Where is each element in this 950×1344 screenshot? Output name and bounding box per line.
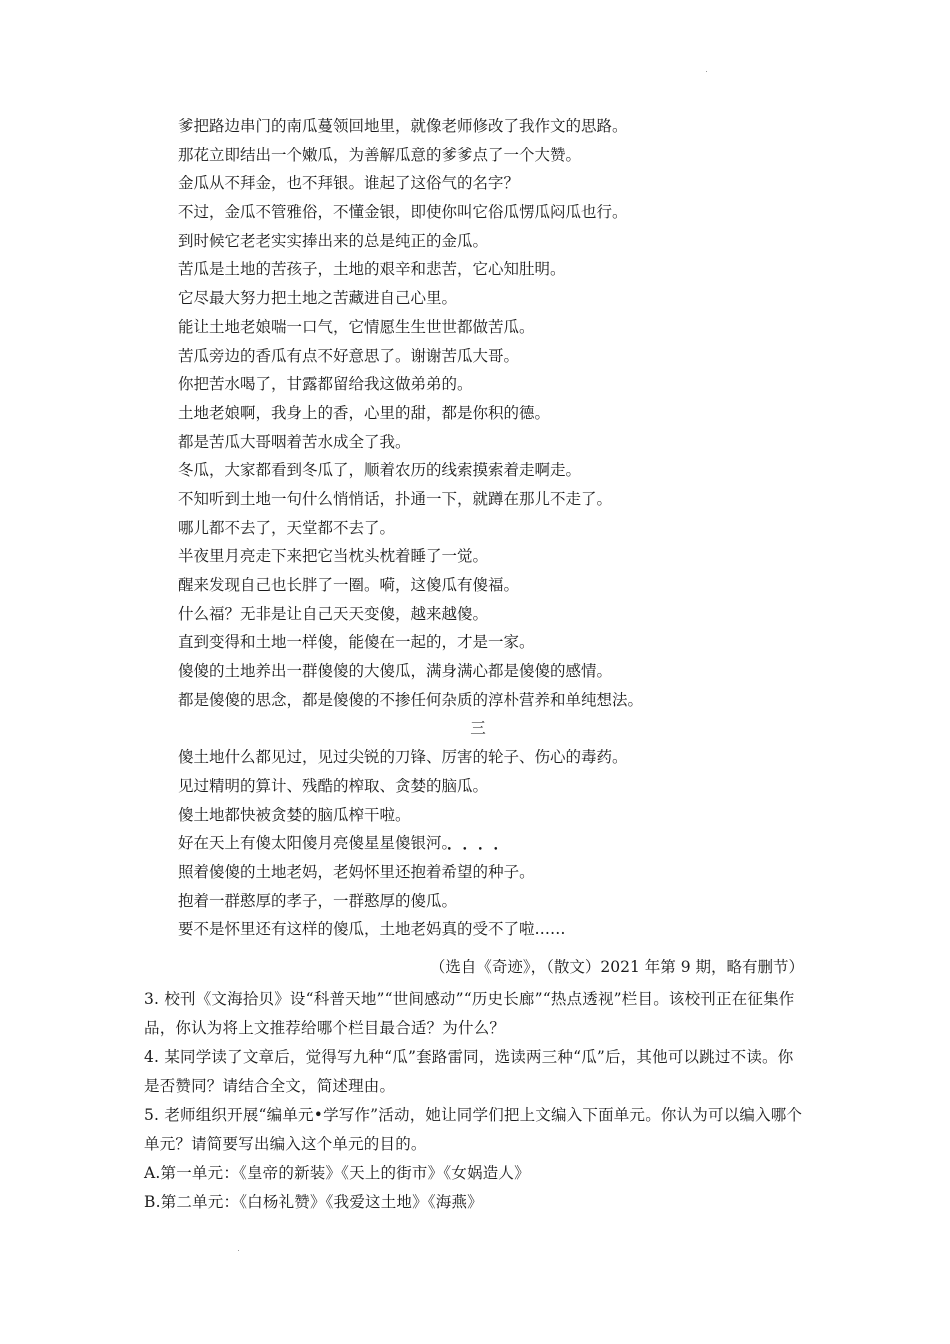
poem-line: 不过，金瓜不管雅俗，不懂金银，即使你叫它俗瓜愣瓜闷瓜也行。 [178, 203, 628, 222]
question-list [144, 985, 804, 1217]
poem-line: 好在天上有傻太阳傻月亮傻星星傻银河。 [178, 834, 458, 853]
poem-part-3 [178, 743, 818, 944]
poem-line: 傻土地都快被贪婪的脑瓜榨干啦。 [178, 805, 411, 824]
poem-line: 都是傻傻的思念，都是傻傻的不掺任何杂质的淳朴营养和单纯想法。 [178, 690, 644, 709]
poem-line: 傻土地什么都见过，见过尖锐的刀锋、厉害的轮子、伤心的毒药。 [178, 748, 628, 767]
option-b: B.第二单元：《白杨礼赞》《我爱这土地》《海燕》 [144, 1193, 483, 1211]
poem-line: 冬瓜，大家都看到冬瓜了，顺着农历的线索摸索着走啊走。 [178, 461, 582, 480]
poem-line: 不知听到土地一句什么悄悄话，扑通一下，就蹲在那儿不走了。 [178, 489, 613, 508]
page-speck [706, 71, 707, 72]
emphasis-line-lead: 照着傻傻的土地老妈，老妈怀里还抱着 [178, 862, 442, 881]
emphasis-mark-char: 希 [441, 862, 458, 881]
poem-line: 都是苦瓜大哥咽着苦水成全了我。 [178, 432, 411, 451]
poem-line: 见过精明的算计、残酷的榨取、贪婪的脑瓜。 [178, 776, 489, 795]
question-4: 4. 某同学读了文章后，觉得写九种“瓜”套路雷同，选读两三种“瓜”后，其他可以跳过不读。你是否赞同？请结合全文，简述理由。 [144, 1048, 794, 1095]
poem-line: 它尽最大努力把土地之苦藏进自己心里。 [178, 289, 458, 308]
emphasis-mark-char: 种 [488, 862, 504, 881]
emphasis-line-tail: 子。 [503, 862, 535, 881]
poem-line: 直到变得和土地一样傻，能傻在一起的，才是一家。 [178, 633, 535, 652]
poem-line: 金瓜从不拜金，也不拜银。谁起了这俗气的名字？ [178, 174, 520, 193]
poem-line: 到时候它老老实实捧出来的总是纯正的金瓜。 [178, 231, 489, 250]
poem-line: 你把苦水喝了，甘露都留给我这做弟弟的。 [178, 375, 473, 394]
poem-line: 半夜里月亮走下来把它当枕头枕着睡了一觉。 [178, 547, 489, 566]
poem-line: 什么福？无非是让自己天天变傻，越来越傻。 [178, 604, 489, 623]
question-3: 3. 校刊《文海拾贝》设“科普天地”“世间感动”“历史长廊”“热点透视”栏目。该校刊正在征集作品，你认为将上文推荐给哪个栏目最合适？为什么？ [144, 990, 795, 1037]
poem-line: 那花立即结出一个嫩瓜，为善解瓜意的爹爹点了一个大赞。 [178, 145, 582, 164]
option-a: A.第一单元：《皇帝的新装》《天上的街市》《女娲造人》 [144, 1164, 530, 1182]
poem-line: 能让土地老娘喘一口气，它情愿生生世世都做苦瓜。 [178, 317, 535, 336]
poem-text [178, 112, 818, 944]
poem-line: 爹把路边串门的南瓜蔓领回地里，就像老师修改了我作文的思路。 [178, 117, 628, 135]
poem-line: 醒来发现自己也长胖了一圈。嗬，这傻瓜有傻福。 [178, 576, 520, 594]
poem-line: 苦瓜旁边的香瓜有点不好意思了。谢谢苦瓜大哥。 [178, 346, 520, 365]
question-5: 5. 老师组织开展“编单元•学写作”活动，她让同学们把上文编入下面单元。你认为可以编入哪个单元？请简要写出编入这个单元的目的。 [144, 1106, 803, 1153]
poem-line-with-emphasis [178, 858, 818, 887]
emphasis-mark-char: 的 [472, 862, 489, 881]
section-heading: 三 [470, 719, 486, 738]
poem-line: 哪儿都不去了，天堂都不去了。 [178, 518, 396, 537]
emphasis-mark-char: 望 [457, 862, 473, 881]
poem-line: 要不是怀里还有这样的傻瓜，土地老妈真的受不了啦…… [178, 920, 566, 939]
source-citation: （选自《奇迹》，（散文）2021 年第 9 期，略有删节） [429, 958, 804, 976]
poem-line: 抱着一群憨厚的孝子，一群憨厚的傻瓜。 [178, 891, 458, 910]
poem-line: 傻傻的土地养出一群傻傻的大傻瓜，满身满心都是傻傻的感情。 [178, 662, 613, 681]
poem-line: 土地老娘啊，我身上的香，心里的甜，都是你积的德。 [178, 403, 551, 422]
poem-line: 苦瓜是土地的苦孩子，土地的艰辛和悲苦，它心知肚明。 [178, 260, 566, 279]
poem-part-2 [178, 112, 818, 714]
page-speck [238, 1250, 239, 1251]
